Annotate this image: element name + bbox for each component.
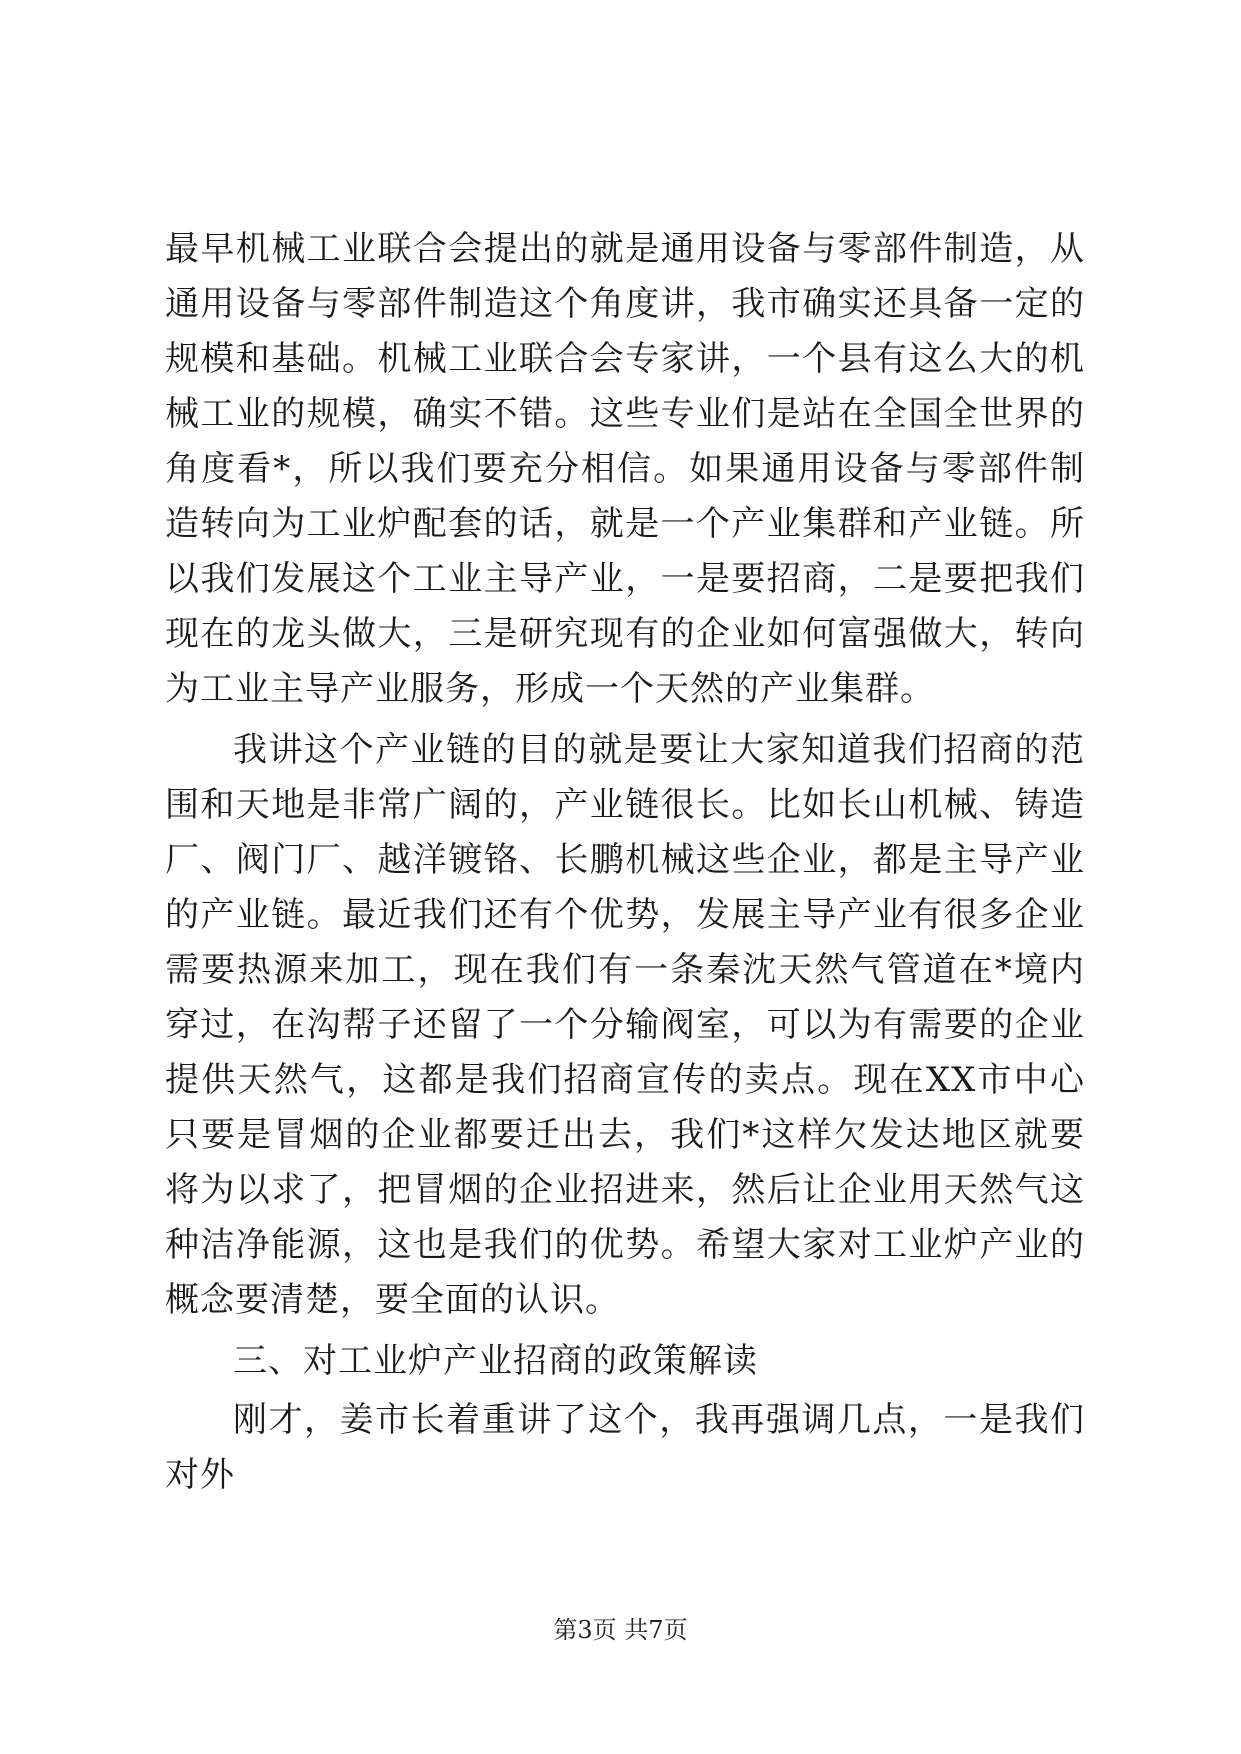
- paragraph-2: 我讲这个产业链的目的就是要让大家知道我们招商的范围和天地是非常广阔的，产业链很长。比如长山机械、铸造厂、阀门厂、越洋镀铬、长鹏机械这些企业，都是主导产业的产业链。最近我们还有个优势，发展主导产业有很多企业需要热源来加工，现在我们有一条秦沈天然气管道在*境内穿过，在沟帮子还留了一个分输阀室，可以为有需要的企业提供天然气，这都是我们招商宣传的卖点。现在XX市中心只要是冒烟的企业都要迁出去，我们*这样欠发达地区就要将为以求了，把冒烟的企业招进来，然后让企业用天然气这种洁净能源，这也是我们的优势。希望大家对工业炉产业的概念要清楚，要全面的认识。: [165, 730, 1085, 1320]
- paragraph-1: 最早机械工业联合会提出的就是通用设备与零部件制造，从通用设备与零部件制造这个角度讲，我市确实还具备一定的规模和基础。机械工业联合会专家讲，一个县有这么大的机械工业的规模，确实不错。这些专业们是站在全国全世界的角度看*，所以我们要充分相信。如果通用设备与零部件制造转向为工业炉配套的话，就是一个产业集群和产业链。所以我们发展这个工业主导产业，一是要招商，二是要把我们现在的龙头做大，三是研究现有的企业如何富强做大，转向为工业主导产业服务，形成一个天然的产业集群。: [165, 229, 1085, 709]
- paragraph-3: 刚才，姜市长着重讲了这个，我再强调几点，一是我们对外: [165, 1400, 1085, 1495]
- section-heading: 三、对工业炉产业招商的政策解读: [233, 1341, 758, 1381]
- page-number-footer: 第3页 共7页: [553, 1616, 688, 1644]
- document-body: [165, 222, 1085, 1503]
